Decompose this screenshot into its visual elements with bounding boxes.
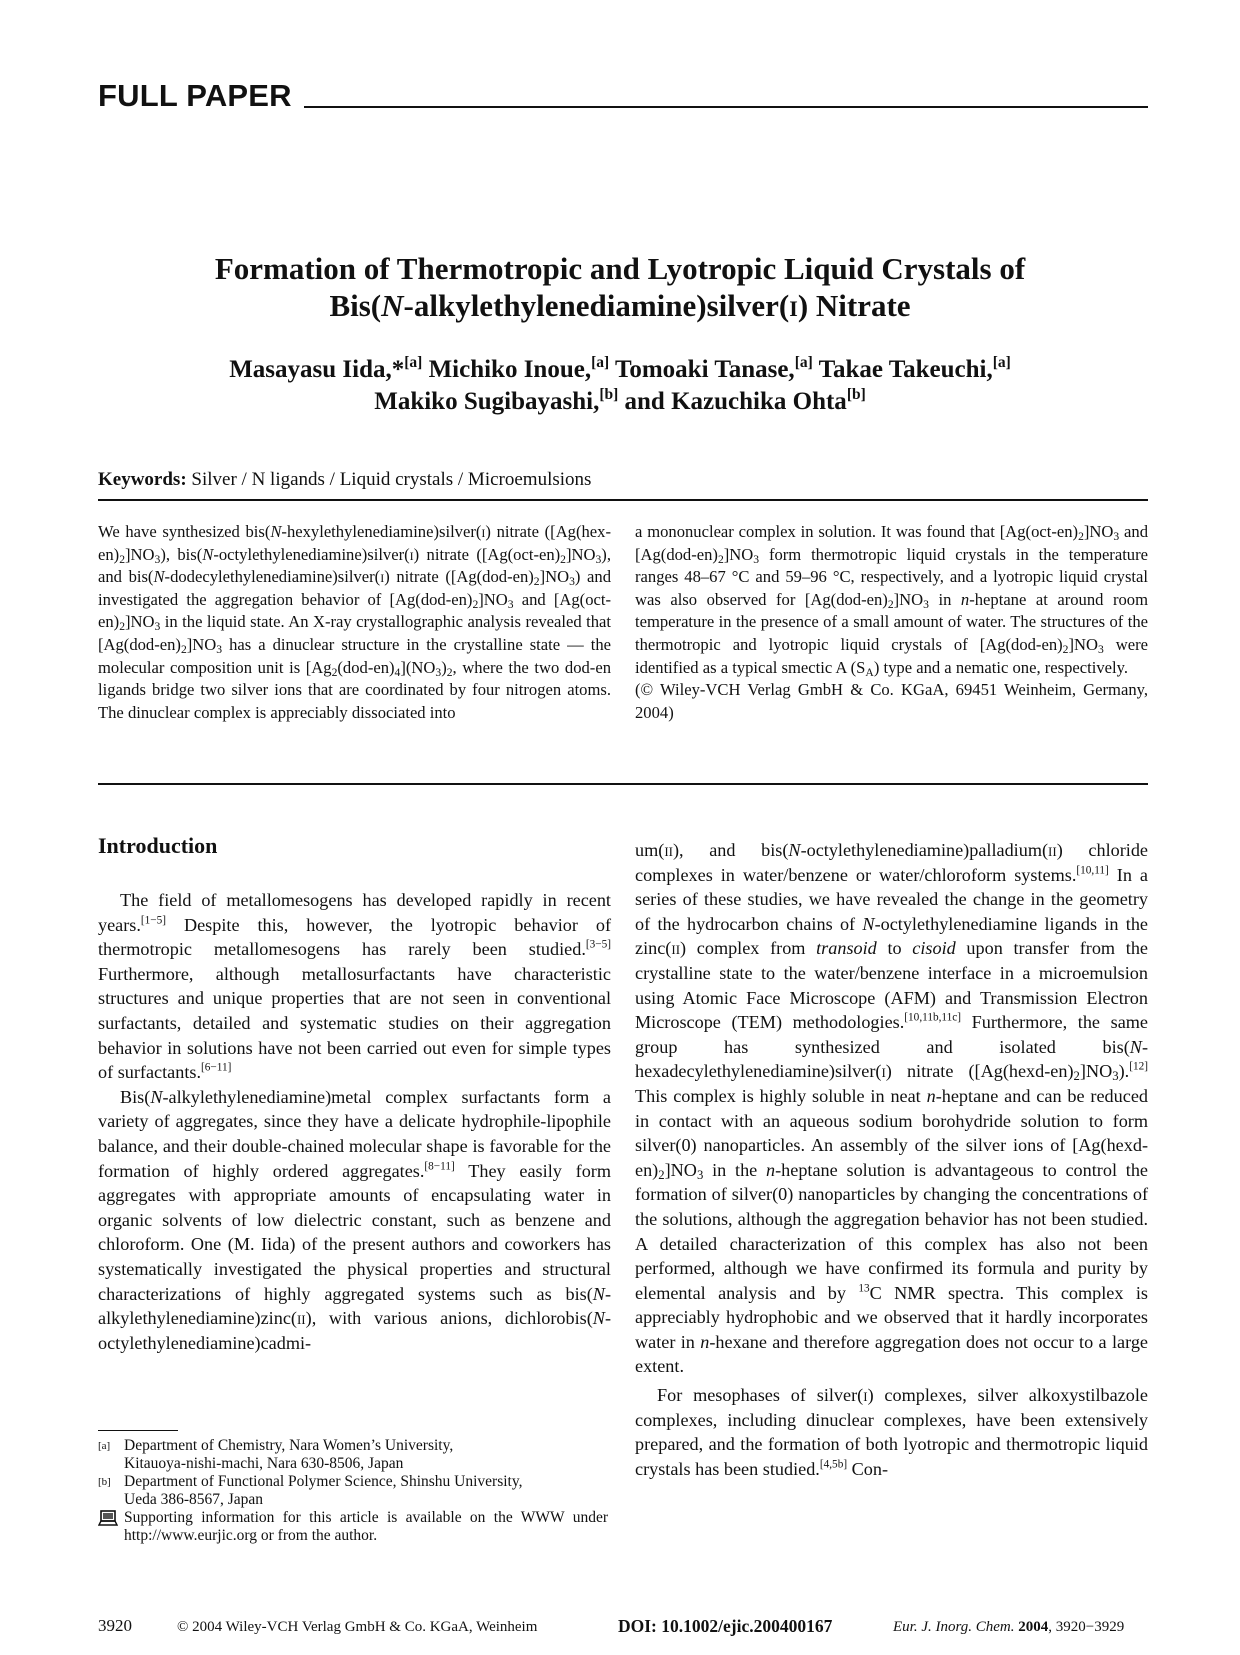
body-left-column xyxy=(98,888,611,1355)
abstract-left-column: We have synthesized bis(N-hexylethylenediamine)silver(i) nitrate $([Ag(hex-en)_2]NO_3)$, bis(N-octylethylenediamine)silver(i) nitrate $([Ag(oct-en)_2]NO_3)$, and bis(N-dodecylethylenediamine)silver(i) nitrate $([Ag(dod-en)_2]NO_3)$ and investigated the aggregation behavior of $[Ag(dod-en)_2]NO_3$ and $[Ag(oct-en)_2]NO_3$ in the liquid state. An X-ray crystallographic analysis revealed that $[Ag(dod-en)_2]NO_3$ has a dinuclear structure in the crystalline state — the molecular composition unit is $[Ag_2(dod-en)_4](NO_3)_2$, where the two dod-en ligands bridge two silver ions that are coordinated by four nitrogen atoms. The dinuclear complex is appreciably dissociated into xyxy=(98,522,612,722)
footnote-mark: [b] xyxy=(98,1476,111,1488)
footer-citation: Eur. J. Inorg. Chem. 2004, 3920−3929 xyxy=(893,1619,1125,1635)
author-line-1: Masayasu Iida,*[a] Michiko Inoue,[a] Tomoaki Tanase,[a] Takae Takeuchi,[a] xyxy=(229,353,1011,383)
footnote-supporting-info: Supporting information for this article is available on the WWW under http://www.eurjic.org or from the author. xyxy=(98,1509,608,1545)
author-list xyxy=(0,354,1240,418)
keywords-text: Silver / N ligands / Liquid crystals / Microemulsions xyxy=(191,469,592,490)
footnote-affiliation-b: [b] Department of Functional Polymer Science, Shinshu University, Ueda 386-8567, Japan xyxy=(98,1473,523,1508)
body-right-column xyxy=(635,838,1148,1481)
body-paragraph: Bis(N-alkylethylenediamine)metal complex surfactants form a variety of aggregates, since they have a delicate hydrophile-lipophile balance, and their double-chained molecular shape is favorable for the formation of highly ordered aggregates.[8−11] They easily form aggregates with appropriate amounts of encapsulating water in organic solvents of low dielectric constant, such as benzene and chloroform. One (M. Iida) of the present authors and coworkers has systematically investigated the physical properties and structural characterizations of highly aggregated systems such as bis(N-alkylethylenediamine)zinc(ii), with various anions, dichlorobis(N-octylethylenediamine)cadmi- xyxy=(98,1086,611,1353)
abstract-right-column: a mononuclear complex in solution. It was found that $[Ag(oct-en)_2]NO_3$ and $[Ag(dod-en)_2]NO_3$ form thermotropic liquid crystals in the temperature ranges 48–67 °C and 59–96 °C, respectively, and a lyotropic liquid crystal was also observed for $[Ag(dod-en)_2]NO_3$ in n-heptane at around room temperature in the presence of a small amount of water. The structures of the thermotropic and lyotropic liquid crystals of $[Ag(dod-en)_2]NO_3$ were identified as a typical smectic A $(S_A)$ type and a nematic one, respectively. (© Wiley-VCH Verlag GmbH & Co. KGaA, 69451 Weinheim, Germany, 2004) xyxy=(635,522,1149,722)
keywords-label: Keywords: xyxy=(98,469,187,490)
section-type-label: FULL PAPER xyxy=(98,78,292,113)
footnote-mark: [a] xyxy=(98,1440,111,1452)
body-paragraph: um(ii), and bis(N-octylethylenediamine)palladium(ii) chloride complexes in water/benzene or water/chloroform systems.[10,11] In a series of these studies, we have revealed the change in the geometry of the hydrocarbon chains of N-octylethylenediamine ligands in the zinc(ii) complex from transoid to cisoid upon transfer from the crystalline state to the water/benzene interface in a microemulsion using Atomic Face Microscope (AFM) and Transmission Electron Microscope (TEM) methodologies.[10,11b,11c] Furthermore, the same group has synthesized and isolated bis(N-hexadecylethylenediamine)silver(i) nitrate $([Ag(hexd-en)_2]NO_3).[12]$ This complex is highly soluble in neat n-heptane and can be reduced in contact with an aqueous sodium borohydride solution to form silver(0) nanoparticles. An assembly of the silver ions of $[Ag(hexd-en)_2]NO_3$ in the n-heptane solution is advantageous to control the formation of silver(0) nanoparticles by changing the concentrations of the solutions, although the aggregation behavior has not been studied. A detailed characterization of this complex has also not been performed, although we have confirmed its formula and purity by elemental analysis and by $^{13}$C NMR spectra. This complex is appreciably hydrophobic and we observed that it hardly incorporates water in n-hexane and therefore aggregation does not occur to a large extent. xyxy=(635,840,1148,1377)
footnote-rule xyxy=(98,1430,178,1431)
title-line-1: Formation of Thermotropic and Lyotropic Liquid Crystals of xyxy=(214,251,1026,286)
author-line-2: Makiko Sugibayashi,[b] and Kazuchika Ohta[b] xyxy=(374,385,866,415)
footnote-affiliation-a: [a] Department of Chemistry, Nara Women’s University, Kitauoya-nishi-machi, Nara 630-8506, Japan xyxy=(98,1437,454,1472)
header-rule xyxy=(304,106,1148,108)
body-paragraph: The field of metallomesogens has developed rapidly in recent years.[1−5] Despite this, however, the lyotropic behavior of thermotropic metallomesogens has rarely been studied.[3−5] Furthermore, although metallosurfactants have characteristic structures and unique properties that are not seen in conventional surfactants, detailed and systematic studies on their aggregation behavior in solutions have not been carried out even for simple types of surfactants.[6−11] xyxy=(98,890,611,1083)
footer-doi: DOI: 10.1002/ejic.200400167 xyxy=(618,1616,833,1636)
abstract-bottom-rule xyxy=(98,783,1148,785)
computer-icon xyxy=(98,1509,124,1545)
paper-title xyxy=(0,250,1240,324)
keywords xyxy=(98,469,591,491)
section-heading: Introduction xyxy=(98,833,218,858)
page-number: 3920 xyxy=(98,1616,132,1635)
abstract-top-rule xyxy=(98,499,1148,501)
body-paragraph: For mesophases of silver(i) complexes, silver alkoxystilbazole complexes, including dinuclear complexes, have been extensively prepared, and the formation of both lyotropic and thermotropic liquid crystals has been studied.[4,5b] Con- xyxy=(635,1385,1148,1479)
footnotes xyxy=(98,1437,608,1545)
footer-copyright: © 2004 Wiley-VCH Verlag GmbH & Co. KGaA, Weinheim xyxy=(177,1619,538,1635)
title-line-2: Bis(N-alkylethylenediamine)silver(i) Nitrate xyxy=(329,288,911,323)
